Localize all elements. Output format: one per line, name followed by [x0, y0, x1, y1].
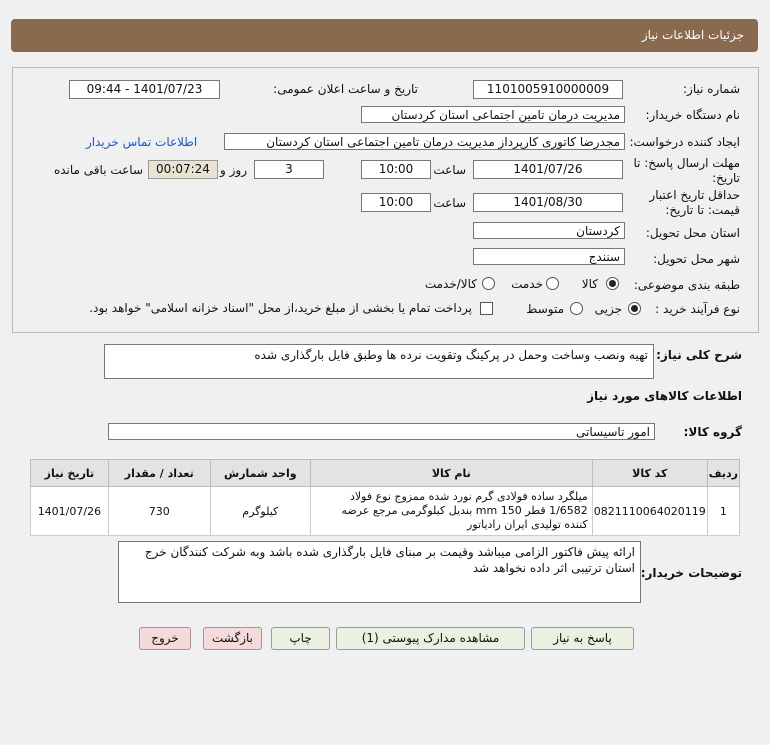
goods-table-header: [31, 460, 740, 487]
page-header: [11, 19, 758, 52]
creator-label: ایجاد کننده درخواست:: [629, 135, 740, 149]
table-row: [31, 487, 740, 536]
category-goods-label: کالا: [581, 277, 598, 291]
category-service-radio[interactable]: [546, 277, 559, 290]
remaining-label: ساعت باقی مانده: [53, 163, 143, 177]
category-both-label: کالا/خدمت: [424, 277, 477, 291]
col-row: ردیف: [707, 460, 739, 487]
process-medium-label: متوسط: [526, 302, 564, 316]
treasury-payment-checkbox[interactable]: [480, 302, 493, 315]
item-unit: کیلوگرم: [210, 487, 310, 536]
category-service-label: خدمت: [511, 277, 543, 291]
need-number-field: 1101005910000009: [473, 80, 623, 99]
page-title: جزئیات اطلاعات نیاز: [641, 28, 744, 42]
province-field: کردستان: [473, 222, 625, 239]
process-medium-radio[interactable]: [570, 302, 583, 315]
print-button[interactable]: چاپ: [271, 627, 330, 650]
back-button[interactable]: بازگشت: [203, 627, 262, 650]
item-qty: 730: [108, 487, 210, 536]
contact-info-link[interactable]: اطلاعات تماس خریدار: [86, 135, 198, 149]
goods-section-title: اطلاعات کالاهای مورد نیاز: [587, 389, 742, 403]
city-label: شهر محل تحویل:: [653, 252, 740, 266]
creator-field: مجدرضا کاتوری کارپرداز مدیریت درمان تامین اجتماعی استان کردستان: [224, 133, 625, 150]
treasury-note: پرداخت تمام یا بخشی از مبلغ خرید،از محل "اسناد خزانه اسلامی" خواهد بود.: [89, 301, 472, 315]
item-date: 1401/07/26: [31, 487, 109, 536]
col-qty: تعداد / مقدار: [108, 460, 210, 487]
goods-group-label: گروه کالا:: [683, 425, 742, 439]
view-attachments-button[interactable]: مشاهده مدارک پیوستی (1): [336, 627, 525, 650]
category-goods-radio[interactable]: [606, 277, 619, 290]
process-minor-label: جزیی: [594, 302, 622, 316]
summary-label: شرح کلی نیاز:: [656, 348, 742, 362]
validity-date-field: 1401/08/30: [473, 193, 623, 212]
category-both-radio[interactable]: [482, 277, 495, 290]
days-field: 3: [254, 160, 324, 179]
exit-button[interactable]: خروج: [139, 627, 191, 650]
col-code: کد کالا: [592, 460, 707, 487]
city-field: سنندج: [473, 248, 625, 265]
buyer-notes-field: ارائه پیش فاکتور الزامی میباشد وقیمت بر مبنای فایل بارگذاری شده باشد وبه شرکت کنندگان خرج استان ترتیبی اثر داده نخواهد شد: [118, 541, 641, 603]
process-minor-radio[interactable]: [628, 302, 641, 315]
province-label: استان محل تحویل:: [645, 226, 740, 240]
reply-button[interactable]: پاسخ به نیاز: [531, 627, 634, 650]
validity-label-1: حداقل تاریخ اعتبار: [649, 188, 740, 202]
row-number: 1: [707, 487, 739, 536]
deadline-time-label: ساعت: [433, 163, 466, 177]
col-name: نام کالا: [310, 460, 592, 487]
deadline-date-field: 1401/07/26: [473, 160, 623, 179]
item-name: میلگرد ساده فولادی گرم نورد شده ممزوج نوع فولاد 1/6582 قطر 150 mm بندیل کیلوگرمی مرجع عرضه کننده تولیدی ایران رادیاتور: [310, 487, 592, 536]
buyer-label: نام دستگاه خریدار:: [645, 108, 740, 122]
goods-table: [30, 459, 740, 536]
summary-field: تهیه ونصب وساخت وحمل در پرکینگ وتقویت نرده ها وطبق فایل بارگذاری شده: [104, 344, 654, 379]
validity-label-2: قیمت: تا تاریخ:: [665, 203, 740, 217]
col-date: تاریخ نیاز: [31, 460, 109, 487]
item-code: 0821110064020119: [592, 487, 707, 536]
validity-time-field: 10:00: [361, 193, 431, 212]
buyer-notes-label: توضیحات خریدار:: [640, 566, 742, 580]
category-label: طبقه بندی موضوعی:: [633, 278, 740, 292]
deadline-label-2: تاریخ:: [712, 171, 740, 185]
col-unit: واحد شمارش: [210, 460, 310, 487]
need-number-label: شماره نیاز:: [683, 82, 740, 96]
goods-group-field: امور تاسیساتی: [108, 423, 655, 440]
process-label: نوع فرآیند خرید :: [655, 302, 740, 316]
buyer-field: مدیریت درمان تامین اجتماعی استان کردستان: [361, 106, 625, 123]
announce-field: 1401/07/23 - 09:44: [69, 80, 220, 99]
remaining-time-field: 00:07:24: [148, 160, 218, 179]
deadline-time-field: 10:00: [361, 160, 431, 179]
days-label: روز و: [220, 163, 247, 177]
deadline-label-1: مهلت ارسال پاسخ: تا: [633, 156, 740, 170]
validity-time-label: ساعت: [433, 196, 466, 210]
announce-label: تاریخ و ساعت اعلان عمومی:: [273, 82, 418, 96]
